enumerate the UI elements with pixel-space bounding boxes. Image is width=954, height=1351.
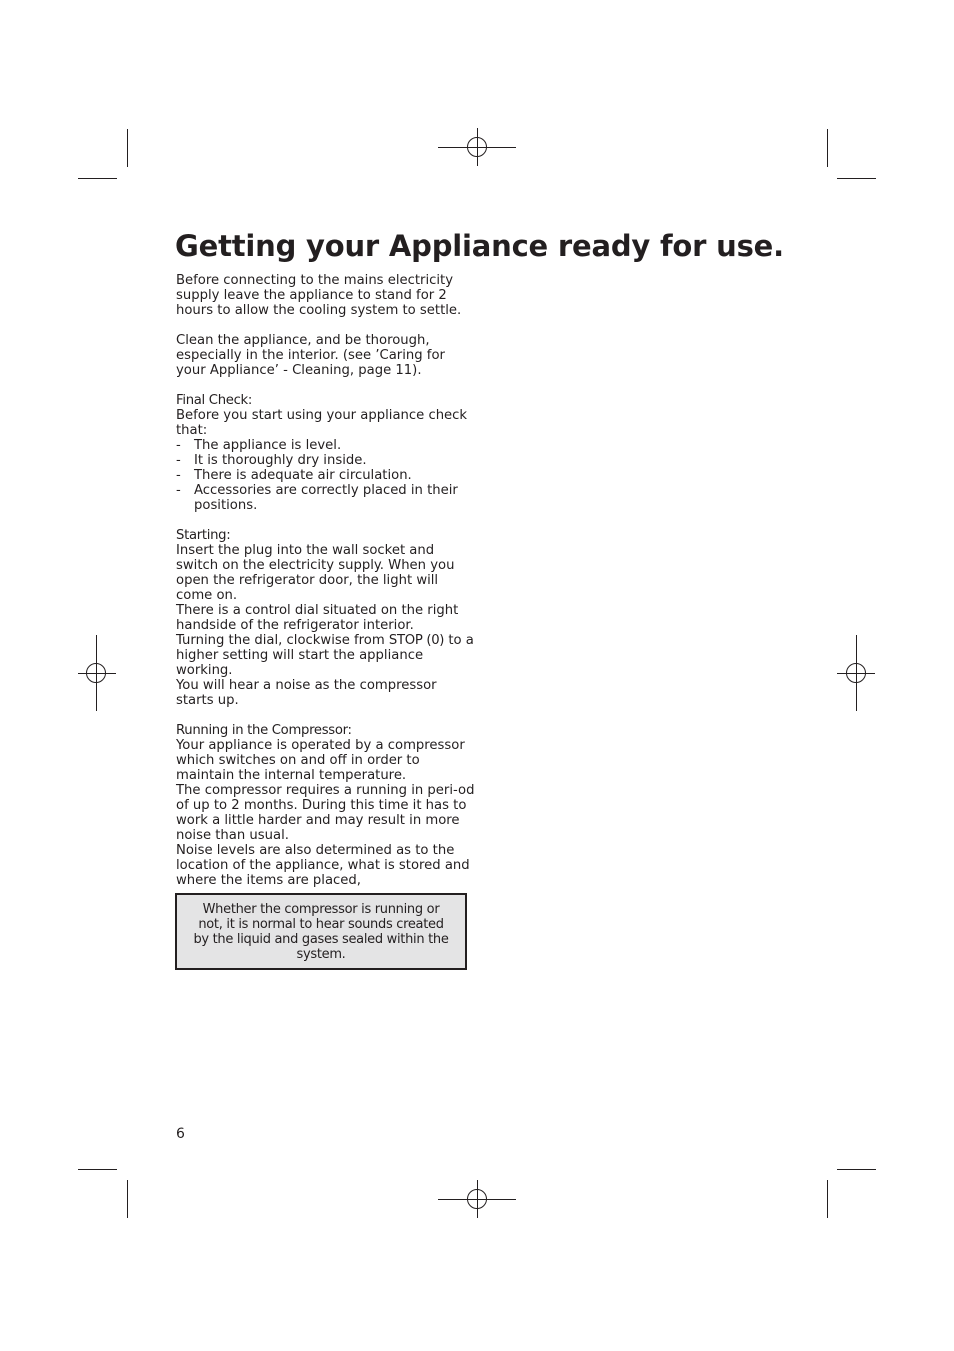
running-in-paragraph: Noise levels are also determined as to the location of the appliance, what is stored and where the items are placed, <box>176 843 470 888</box>
note-text: Whether the compressor is running or not, it is normal to hear sounds created by the liquid and gases sealed within the system. <box>193 901 449 962</box>
final-check-heading: Final Check: <box>176 393 252 408</box>
list-item: - The appliance is level. <box>176 438 342 453</box>
starting-paragraph: Insert the plug into the wall socket and switch on the electricity supply. When you open the refrigerator door, the light will come on. <box>176 543 455 603</box>
list-item: - There is adequate air circulation. <box>176 468 412 483</box>
stop-setting-label: STOP (0) <box>388 633 445 648</box>
note-box <box>175 893 467 970</box>
list-item: - It is thoroughly dry inside. <box>176 453 367 468</box>
running-in-paragraph: The compressor requires a running in peri-od of up to 2 months. During this time it has to work a little harder and may result in more noise than usual. <box>176 783 475 843</box>
body-column <box>176 273 476 888</box>
intro-paragraph: Before connecting to the mains electricity supply leave the appliance to stand for 2 hours to allow the cooling system to settle. <box>176 273 462 318</box>
starting-paragraph: Turning the dial, clockwise from STOP (0) to a higher setting will start the appliance working. <box>176 633 474 678</box>
running-in-heading: Running in the Compressor: <box>176 723 352 738</box>
page-title: Getting your Appliance ready for use. <box>175 229 784 263</box>
page-number: 6 <box>176 1126 185 1142</box>
list-item: - Accessories are correctly placed in their positions. <box>176 483 458 513</box>
starting-heading: Starting: <box>176 528 231 543</box>
final-check-lead: Before you start using your appliance check that: <box>176 408 468 438</box>
starting-paragraph: There is a control dial situated on the right handside of the refrigerator interior. <box>176 603 459 633</box>
running-in-paragraph: Your appliance is operated by a compressor which switches on and off in order to maintain the internal temperature. <box>176 738 465 783</box>
intro-paragraph: Clean the appliance, and be thorough, especially in the interior. (see ’Caring for your Appliance’ - Cleaning, page 11). <box>176 333 445 378</box>
starting-paragraph: You will hear a noise as the compressor starts up. <box>176 678 437 708</box>
